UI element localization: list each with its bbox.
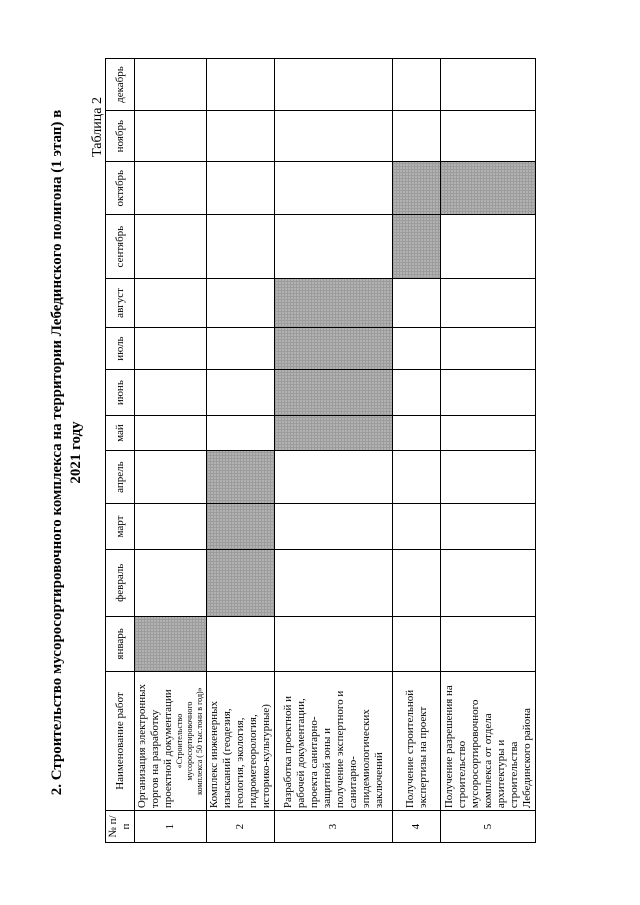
month-cell bbox=[441, 549, 536, 616]
month-cell bbox=[207, 59, 275, 111]
row-number: 4 bbox=[393, 811, 441, 843]
month-cell bbox=[207, 416, 275, 451]
header-name: Наименование работ bbox=[106, 671, 135, 810]
work-name-line: Лебединского района bbox=[520, 708, 533, 809]
month-cell bbox=[393, 451, 441, 504]
table-number-label: Таблица 2 bbox=[90, 97, 105, 157]
table-row bbox=[135, 59, 207, 843]
header-month: декабрь bbox=[106, 59, 135, 111]
month-cell bbox=[393, 278, 441, 327]
month-cell bbox=[275, 451, 393, 504]
month-cell bbox=[135, 504, 207, 550]
work-name-subtitle-line: комплекса ( 50 тыс.тонн в год)» bbox=[195, 687, 204, 795]
month-cell-scheduled bbox=[275, 416, 393, 451]
month-cell bbox=[207, 162, 275, 215]
work-name-line: защитной зоны и bbox=[320, 728, 333, 809]
month-cell-scheduled bbox=[275, 370, 393, 416]
month-cell bbox=[135, 111, 207, 162]
work-name-line: историко-культурные) bbox=[260, 704, 272, 809]
month-cell bbox=[207, 278, 275, 327]
month-cell bbox=[275, 616, 393, 671]
month-cell bbox=[441, 215, 536, 279]
schedule-table bbox=[105, 58, 536, 843]
document-title: 2. Строительство мусоросортировочного комплекса на территории Лебединского полигона (1 этап) в bbox=[49, 109, 65, 796]
month-cell bbox=[135, 549, 207, 616]
work-name-line: Комплекс инженерных bbox=[208, 700, 220, 809]
month-cell bbox=[393, 549, 441, 616]
header-month: январь bbox=[106, 616, 135, 671]
month-cell bbox=[135, 370, 207, 416]
header-num: № п/п bbox=[106, 811, 135, 843]
work-name-line: экспертизы на проект bbox=[416, 706, 429, 809]
work-name-line: строительство bbox=[455, 740, 468, 809]
row-number: 5 bbox=[441, 811, 536, 843]
month-cell-scheduled bbox=[207, 451, 275, 504]
document-title-year: 2021 году bbox=[68, 421, 84, 484]
month-cell bbox=[393, 59, 441, 111]
month-cell bbox=[393, 370, 441, 416]
header-month: август bbox=[106, 278, 135, 327]
header-month: июль bbox=[106, 327, 135, 369]
month-cell bbox=[135, 416, 207, 451]
header-month: апрель bbox=[106, 451, 135, 504]
header-month: сентябрь bbox=[106, 215, 135, 279]
month-cell bbox=[441, 278, 536, 327]
row-number: 1 bbox=[135, 811, 207, 843]
work-name-line: Организация электронных bbox=[136, 684, 148, 809]
month-cell bbox=[393, 327, 441, 369]
table-row bbox=[207, 59, 275, 843]
work-name bbox=[441, 671, 536, 810]
row-number: 2 bbox=[207, 811, 275, 843]
month-cell-scheduled bbox=[441, 162, 536, 215]
work-name-line: гидрометеорология, bbox=[247, 714, 259, 809]
month-cell bbox=[441, 370, 536, 416]
work-name-line: заключений bbox=[372, 752, 385, 809]
work-name bbox=[207, 671, 275, 810]
month-cell-scheduled bbox=[207, 504, 275, 550]
month-cell bbox=[135, 59, 207, 111]
header-month: июнь bbox=[106, 370, 135, 416]
work-name-line: рабочей документации, bbox=[294, 698, 307, 809]
row-number: 3 bbox=[275, 811, 393, 843]
month-cell bbox=[207, 370, 275, 416]
work-name bbox=[275, 671, 393, 810]
month-cell bbox=[207, 327, 275, 369]
table-row bbox=[275, 59, 393, 843]
header-month: февраль bbox=[106, 549, 135, 616]
month-cell bbox=[135, 278, 207, 327]
month-cell-scheduled bbox=[275, 327, 393, 369]
work-name-line: проекта санитарно- bbox=[307, 716, 320, 809]
month-cell bbox=[135, 451, 207, 504]
month-cell-scheduled bbox=[207, 549, 275, 616]
month-cell bbox=[207, 111, 275, 162]
header-month: октябрь bbox=[106, 162, 135, 215]
month-cell bbox=[135, 215, 207, 279]
work-name-line: строительства bbox=[507, 741, 520, 809]
work-name-line: архитектуры и bbox=[494, 739, 507, 809]
month-cell bbox=[441, 327, 536, 369]
month-cell bbox=[275, 549, 393, 616]
work-name-line: комплекса от отдела bbox=[481, 713, 494, 809]
header-month: ноябрь bbox=[106, 111, 135, 162]
work-name-line: торгов на разработку bbox=[149, 709, 161, 809]
month-cell bbox=[275, 111, 393, 162]
month-cell bbox=[275, 162, 393, 215]
table-row bbox=[441, 59, 536, 843]
work-name-line: изысканий (геодезия, bbox=[221, 708, 233, 809]
work-name-subtitle-line: «Строительство bbox=[175, 713, 184, 769]
month-cell bbox=[393, 416, 441, 451]
month-cell bbox=[441, 111, 536, 162]
header-month: май bbox=[106, 416, 135, 451]
table-header-row bbox=[106, 59, 135, 843]
table-row bbox=[393, 59, 441, 843]
month-cell bbox=[393, 616, 441, 671]
month-cell bbox=[135, 162, 207, 215]
month-cell bbox=[135, 327, 207, 369]
header-month: март bbox=[106, 504, 135, 550]
month-cell bbox=[441, 416, 536, 451]
work-name-line: эпидемиологических bbox=[359, 709, 372, 809]
work-name-line: Получение разрешения на bbox=[442, 685, 455, 809]
month-cell-scheduled bbox=[393, 162, 441, 215]
month-cell-scheduled bbox=[275, 278, 393, 327]
month-cell bbox=[393, 111, 441, 162]
work-name-line: мусоросортировочного bbox=[468, 699, 481, 809]
month-cell bbox=[393, 504, 441, 550]
month-cell bbox=[441, 451, 536, 504]
month-cell bbox=[441, 504, 536, 550]
month-cell-scheduled bbox=[393, 215, 441, 279]
month-cell bbox=[275, 215, 393, 279]
work-name bbox=[135, 671, 207, 810]
work-name-line: получение экспертного и bbox=[333, 690, 346, 809]
month-cell bbox=[275, 59, 393, 111]
work-name-line: Разработка проектной и bbox=[281, 696, 294, 809]
work-name-subtitle-line: мусоросортировочного bbox=[185, 701, 194, 781]
work-name-line: геология, экология, bbox=[234, 717, 246, 809]
work-name-line: санитарно- bbox=[346, 756, 359, 809]
month-cell bbox=[441, 59, 536, 111]
work-name bbox=[393, 671, 441, 810]
month-cell-scheduled bbox=[135, 616, 207, 671]
month-cell bbox=[441, 616, 536, 671]
month-cell bbox=[207, 616, 275, 671]
work-name-line: Получение строительной bbox=[403, 689, 416, 809]
month-cell bbox=[275, 504, 393, 550]
month-cell bbox=[207, 215, 275, 279]
work-name-line: проектной документации bbox=[162, 689, 174, 809]
